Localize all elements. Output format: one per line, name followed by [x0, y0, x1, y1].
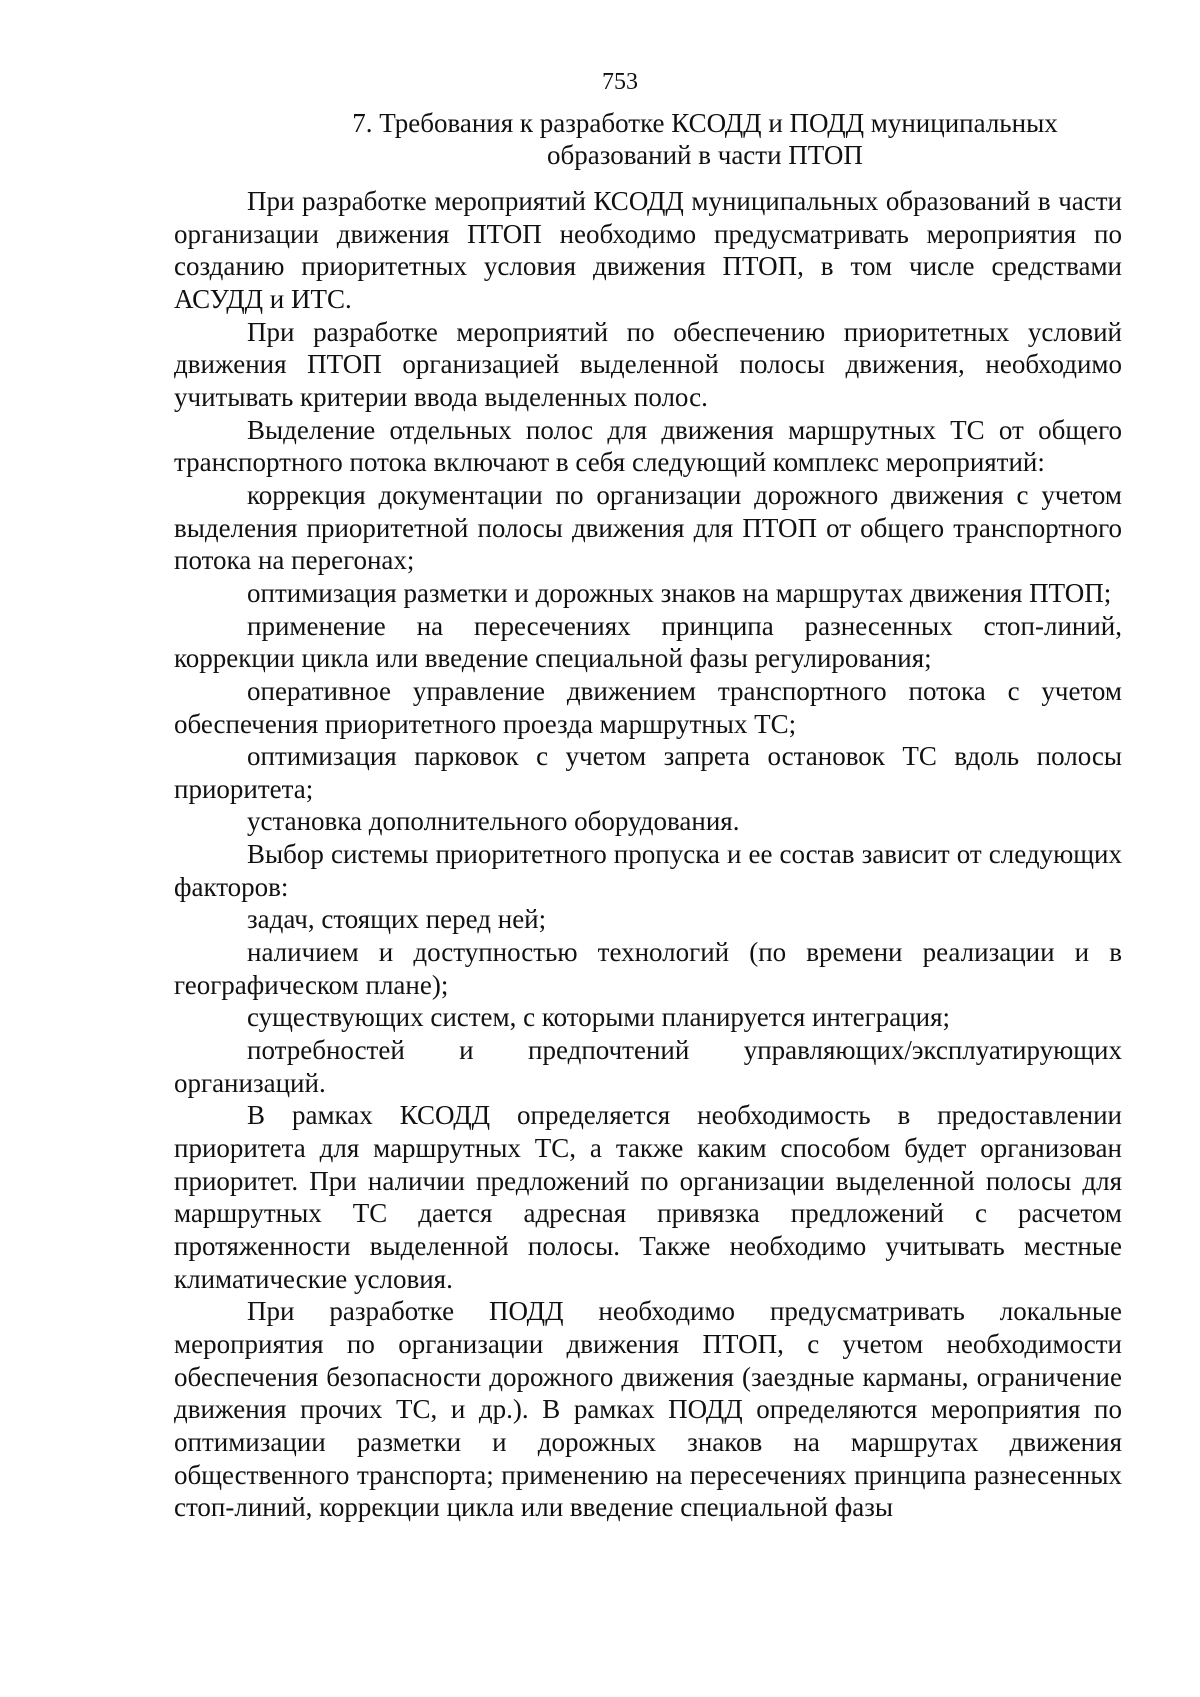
- list-item: наличием и доступностью технологий (по времени реализации и в географическом плане);: [174, 937, 1122, 1000]
- list-item: задач, стоящих перед ней;: [247, 904, 547, 935]
- section-heading: [290, 107, 1120, 171]
- list-item: потребностей и предпочтений управляющих/эксплуатирующих организаций.: [174, 1035, 1122, 1098]
- paragraph: Выбор системы приоритетного пропуска и ее состав зависит от следующих факторов:: [174, 839, 1122, 902]
- list-item: оптимизация парковок с учетом запрета остановок ТС вдоль полосы приоритета;: [174, 741, 1122, 804]
- page-number: 753: [602, 69, 638, 95]
- list-item: оперативное управление движением транспортного потока с учетом обеспечения приоритетного проезда маршрутных ТС;: [174, 675, 1122, 739]
- paragraph: При разработке мероприятий по обеспечению приоритетных условий движения ПТОП организацией выделенной полосы движения, необходимо учитывать критерии ввода выделенных полос.: [174, 316, 1122, 412]
- paragraph: В рамках КСОДД определяется необходимость в предоставлении приоритета для маршрутных ТС, а также каким способом будет организован приоритет. При наличии предложений по организации выделенной полосы для маршрутных ТС дается адресная привязка предложений с расчетом протяженности выделенной полосы. Также необходимо учитывать местные климатические условия.: [174, 1100, 1122, 1294]
- paragraph: При разработке мероприятий КСОДД муниципальных образований в части организации движения ПТОП необходимо предусматривать мероприятия по созданию приоритетных условия движения ПТОП, в том числе средствами АСУДД и ИТС.: [174, 186, 1122, 314]
- list-item: коррекция документации по организации дорожного движения с учетом выделения приоритетной полосы движения для ПТОП от общего транспортного потока на перегонах;: [174, 479, 1122, 576]
- section-heading-line-1: 7. Требования к разработке КСОДД и ПОДД муниципальных: [352, 108, 1058, 138]
- section-heading-line-2: образований в части ПТОП: [547, 140, 863, 170]
- body-text: [174, 185, 1122, 1524]
- list-item: установка дополнительного оборудования.: [247, 806, 740, 837]
- list-item: существующих систем, с которыми планируется интеграция;: [247, 1002, 951, 1033]
- list-item: применение на пересечениях принципа разнесенных стоп-линий, коррекции цикла или введение специальной фазы регулирования;: [174, 610, 1122, 674]
- paragraph: При разработке ПОДД необходимо предусматривать локальные мероприятия по организации движения ПТОП, с учетом необходимости обеспечения безопасности дорожного движения (заездные карманы, ограничение движения прочих ТС, и др.). В рамках ПОДД определяются мероприятия по оптимизации разметки и дорожных знаков на маршрутах движения общественного транспорта; применению на пересечениях принципа разнесенных стоп-линий, коррекции цикла или введение специальной фазы: [174, 1296, 1122, 1523]
- list-item: оптимизация разметки и дорожных знаков на маршрутах движения ПТОП;: [247, 577, 1112, 608]
- paragraph: Выделение отдельных полос для движения маршрутных ТС от общего транспортного потока включают в себя следующий комплекс мероприятий:: [174, 414, 1122, 478]
